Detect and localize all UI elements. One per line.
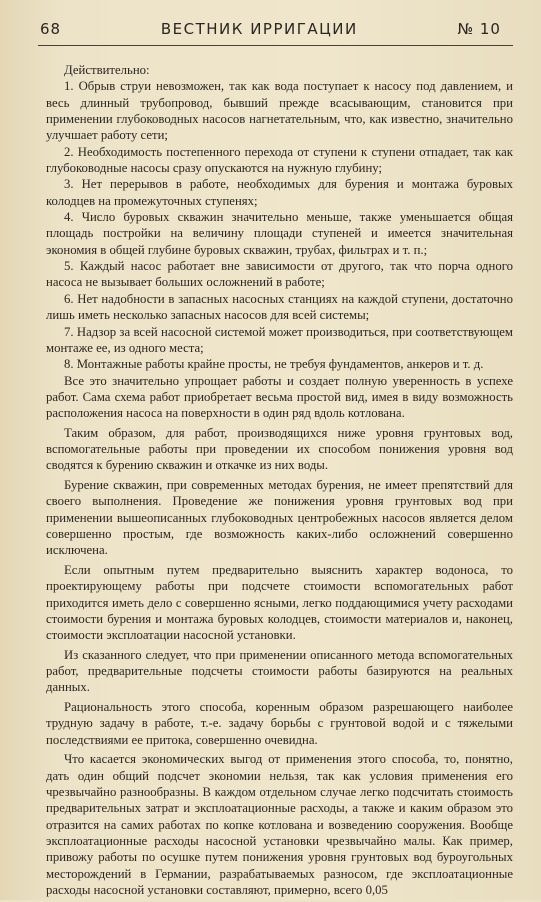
list-item: 2. Необходимость постепенного перехода от ступени к ступени отпадает, так как глубоководные насосы сразу опускаются на нужную глубину; xyxy=(46,144,513,176)
issue-number: № 10 xyxy=(457,20,501,38)
paragraph: Если опытным путем предварительно выяснить характер водоноса, то проектирующему работы при подсчете стоимости вспомогательных работ приходится иметь дело с совершенно ясными, легко поддающимися учету расходами стоимости бурения и монтажа буровых колодцев, стоимости материалов и, наконец, стоимости эксплоатации насосной установки. xyxy=(46,562,513,643)
intro-line: Действительно: xyxy=(64,63,150,77)
paragraph: Все это значительно упрощает работы и создает полную уверенность в успехе работ. Сама схема работ приобретает весьма простой вид, имея в виду возможность расположения насоса на поверхности в один ряд вдоль котлована. xyxy=(46,373,513,421)
list-item: 6. Нет надобности в запасных насосных станциях на каждой ступени, достаточно лишь иметь несколько запасных насосов для всей системы; xyxy=(46,291,513,323)
page-number: 68 xyxy=(40,20,62,38)
journal-title: ВЕСТНИК ИРРИГАЦИИ xyxy=(160,20,358,38)
list-item: 3. Нет перерывов в работе, необходимых для бурения и монтажа буровых колодцев на промежуточных ступенях; xyxy=(46,177,513,208)
list-item: 4. Число буровых скважин значительно меньше, также уменьшается общая площадь постройки на величину площади ступеней и имеется значительная экономия в общей глубине буровых скважин, трубах, фильтрах и т. п.; xyxy=(46,210,513,257)
list-item: 8. Монтажные работы крайне просты, не требуя фундаментов, анкеров и т. д. xyxy=(64,357,484,372)
article-body xyxy=(46,62,513,902)
paragraph: Рациональность этого способа, коренным образом разрешающего наиболее трудную задачу в работе, т.-е. задачу борьбы с грунтовой водой и с тяжелыми последствиями ее притока, совершенно очевидна. xyxy=(46,700,513,747)
list-item: 5. Каждый насос работает вне зависимости от другого, так что порча одного насоса не вызывает больших осложнений в работе; xyxy=(46,259,513,290)
paragraph: Бурение скважин, при современных методах бурения, не имеет препятствий для своего выполнения. Проведение же понижения уровня грунтовых вод при применении вышеописанных глубоководных центробежных насосов является делом совершенно простым, где возможность каких-либо осложнений совершенно исключена. xyxy=(46,477,513,558)
paragraph: Из сказанного следует, что при применении описанного метода вспомогательных работ, предварительные подсчеты стоимости работы базируются на реальных данных. xyxy=(46,647,513,695)
paragraph: Таким образом, для работ, производящихся ниже уровня грунтовых вод, вспомогательные работы при проведении их способом понижения уровня вод сводятся к бурению скважин и откачке из них воды. xyxy=(46,425,513,473)
paragraph: Что касается экономических выгод от применения этого способа, то, понятно, дать один общий подсчет экономии нельзя, так как условия применения его чрезвычайно разнообразны. В каждом отдельном случае легко подсчитать стоимость предварительных затрат и эксплоатационные расходы, а также и каким образом это отразится на самих работах по копке котлована и возведению сооружения. Вообще эксплоатационные расходы насосной установки чрезвычайно малы. Как пример, привожу работы по осушке путем понижения уровня грунтовых вод буроугольных месторождений в Германии, разрабатываемых разносом, где эксплоатационные расходы насосной установки составляют, примерно, всего 0,05 xyxy=(46,752,513,897)
page-header xyxy=(40,20,501,42)
header-rule xyxy=(38,45,513,46)
list-item: 7. Надзор за всей насосной системой может производиться, при соответствующем монтаже ее, из одного места; xyxy=(46,324,513,355)
list-item: 1. Обрыв струи невозможен, так как вода поступает к насосу под давлением, и весь длинный трубопровод, бывший прежде всасывающим, становится при применении глубоководных насосов нагнетательным, что, как известно, значительно улучшает работу сети; xyxy=(46,79,513,143)
